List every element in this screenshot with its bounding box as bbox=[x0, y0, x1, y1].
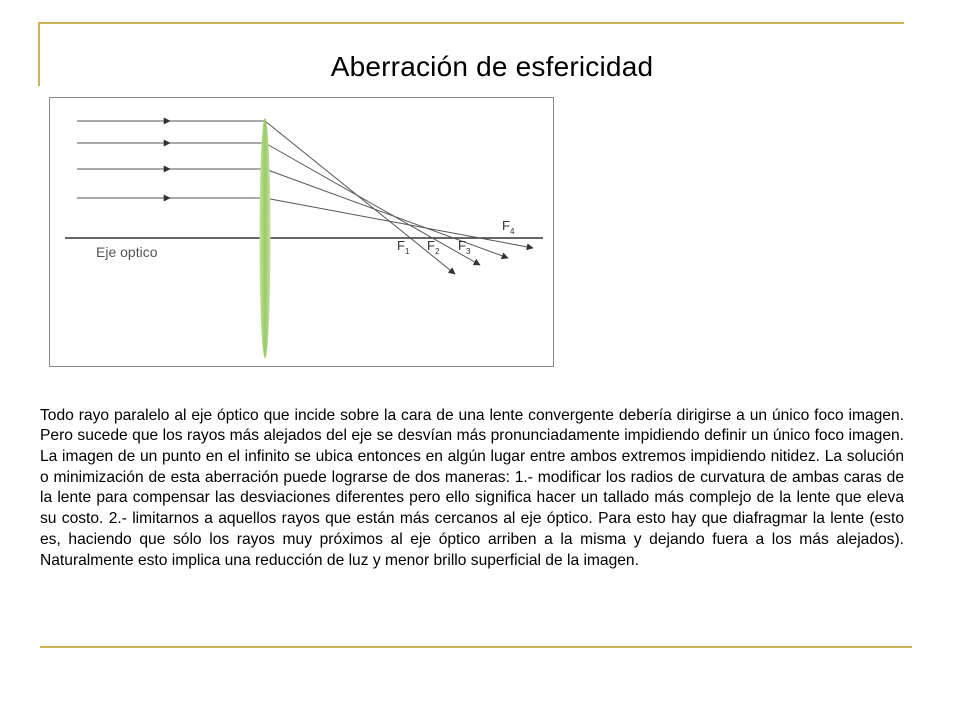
refracted-ray-3 bbox=[265, 169, 508, 258]
explanation-paragraph: Todo rayo paralelo al eje óptico que incide sobre la cara de una lente convergente debería dirigirse a un único foco imagen. Pero sucede que los rayos más alejados del eje se desvían más pronunciadamente impidiendo definir un único foco imagen. La imagen de un punto en el infinito se ubica entonces en algún lugar entre ambos extremos impidiendo nitidez. La solución o minimización de esta aberración puede lograrse de dos maneras: 1.- modificar los radios de curvatura de ambas caras de la lente para compensar las desviaciones diferentes pero ello significa hacer un tallado más complejo de la lente que eleva su costo. 2.- limitarnos a aquellos rayos que están más cercanos al eje óptico. Para esto hay que diafragmar la lente (esto es, haciendo que sólo los rayos muy próximos al eje óptico arriben a la misma y dejando fuera a los más alejados). Naturalmente esto implica una reducción de luz y menor brillo superficial de la imagen. bbox=[40, 406, 904, 569]
top-accent-rule bbox=[40, 22, 904, 24]
focus-label-f1: $F_1$ bbox=[397, 238, 410, 256]
spherical-aberration-diagram bbox=[49, 97, 554, 367]
focus-label-f4: $F_4$ bbox=[502, 218, 515, 236]
bottom-accent-rule bbox=[40, 646, 912, 648]
axis-label: Eje optico bbox=[96, 244, 158, 260]
focus-label-f3: $F_3$ bbox=[458, 238, 471, 256]
incoming-rays bbox=[77, 121, 265, 198]
convergent-lens bbox=[260, 118, 271, 358]
focus-label-f2: $F_2$ bbox=[427, 238, 440, 256]
slide-title: Aberración de esfericidad bbox=[330, 50, 654, 82]
